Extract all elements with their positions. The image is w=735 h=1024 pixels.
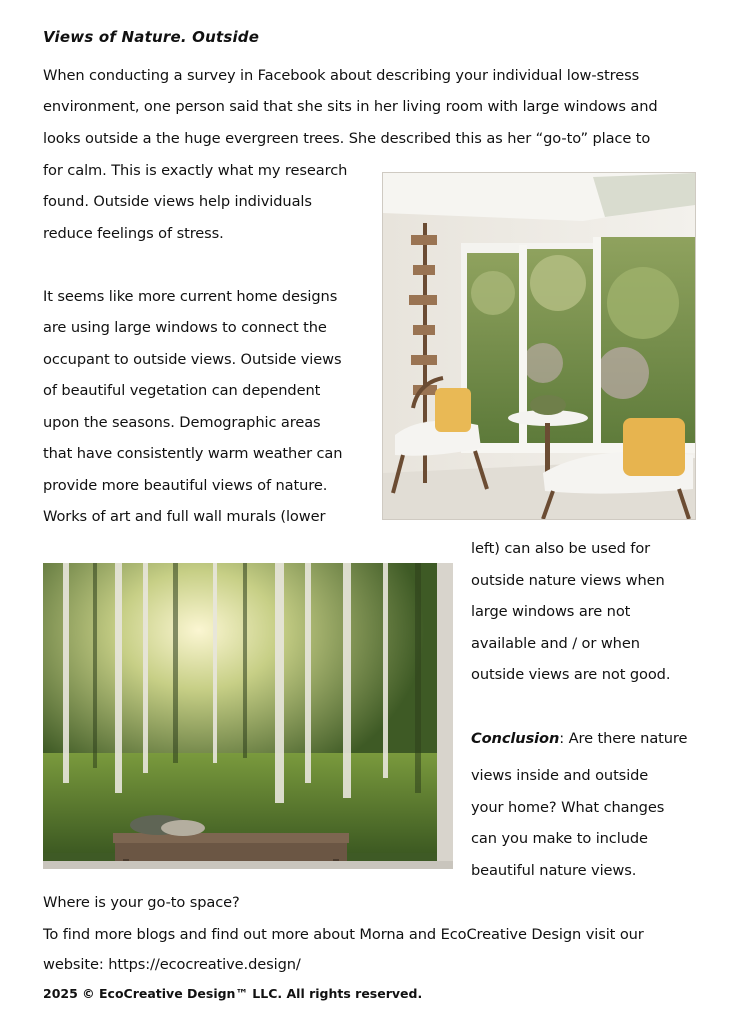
body-line: outside nature views when xyxy=(471,572,665,589)
body-line: provide more beautiful views of nature. xyxy=(43,477,328,494)
forest-mural-illustration xyxy=(43,563,453,869)
website-link[interactable]: website: https://ecocreative.design/ xyxy=(43,956,301,973)
body-line: upon the seasons. Demographic areas xyxy=(43,414,321,431)
body-line: Works of art and full wall murals (lower xyxy=(43,508,326,525)
body-line: that have consistently warm weather can xyxy=(43,445,343,462)
body-line: occupant to outside views. Outside views xyxy=(43,351,342,368)
intro-line: looks outside a the huge evergreen trees. She described this as her “go-to” place to xyxy=(43,130,651,147)
closing-line: To find more blogs and find out more about Morna and EcoCreative Design visit our xyxy=(43,926,644,943)
conclusion-label: Conclusion xyxy=(471,730,560,747)
sunroom-illustration xyxy=(383,173,695,519)
copyright-footer: 2025 © EcoCreative Design™ LLC. All rights reserved. xyxy=(43,986,423,1001)
body-line: views inside and outside xyxy=(471,767,649,784)
sunroom-photo xyxy=(382,172,696,520)
closing-line: Where is your go-to space? xyxy=(43,894,240,911)
intro-line: environment, one person said that she sits in her living room with large windows and xyxy=(43,98,658,115)
body-line: are using large windows to connect the xyxy=(43,319,327,336)
conclusion-line xyxy=(471,729,687,749)
body-line: for calm. This is exactly what my research xyxy=(43,162,348,179)
section-heading: Views of Nature. Outside xyxy=(43,28,260,46)
body-line: beautiful nature views. xyxy=(471,862,637,879)
body-line: available and / or when xyxy=(471,635,640,652)
body-line: It seems like more current home designs xyxy=(43,288,338,305)
body-line: found. Outside views help individuals xyxy=(43,193,312,210)
conclusion-text: : Are there nature xyxy=(559,730,688,747)
body-line: reduce feelings of stress. xyxy=(43,225,224,242)
body-line: outside views are not good. xyxy=(471,666,671,683)
body-line: can you make to include xyxy=(471,830,648,847)
intro-line: When conducting a survey in Facebook about describing your individual low-stress xyxy=(43,67,640,84)
body-line: of beautiful vegetation can dependent xyxy=(43,382,321,399)
body-line: your home? What changes xyxy=(471,799,665,816)
body-line: large windows are not xyxy=(471,603,631,620)
forest-mural-photo xyxy=(43,563,453,869)
body-line: left) can also be used for xyxy=(471,540,651,557)
